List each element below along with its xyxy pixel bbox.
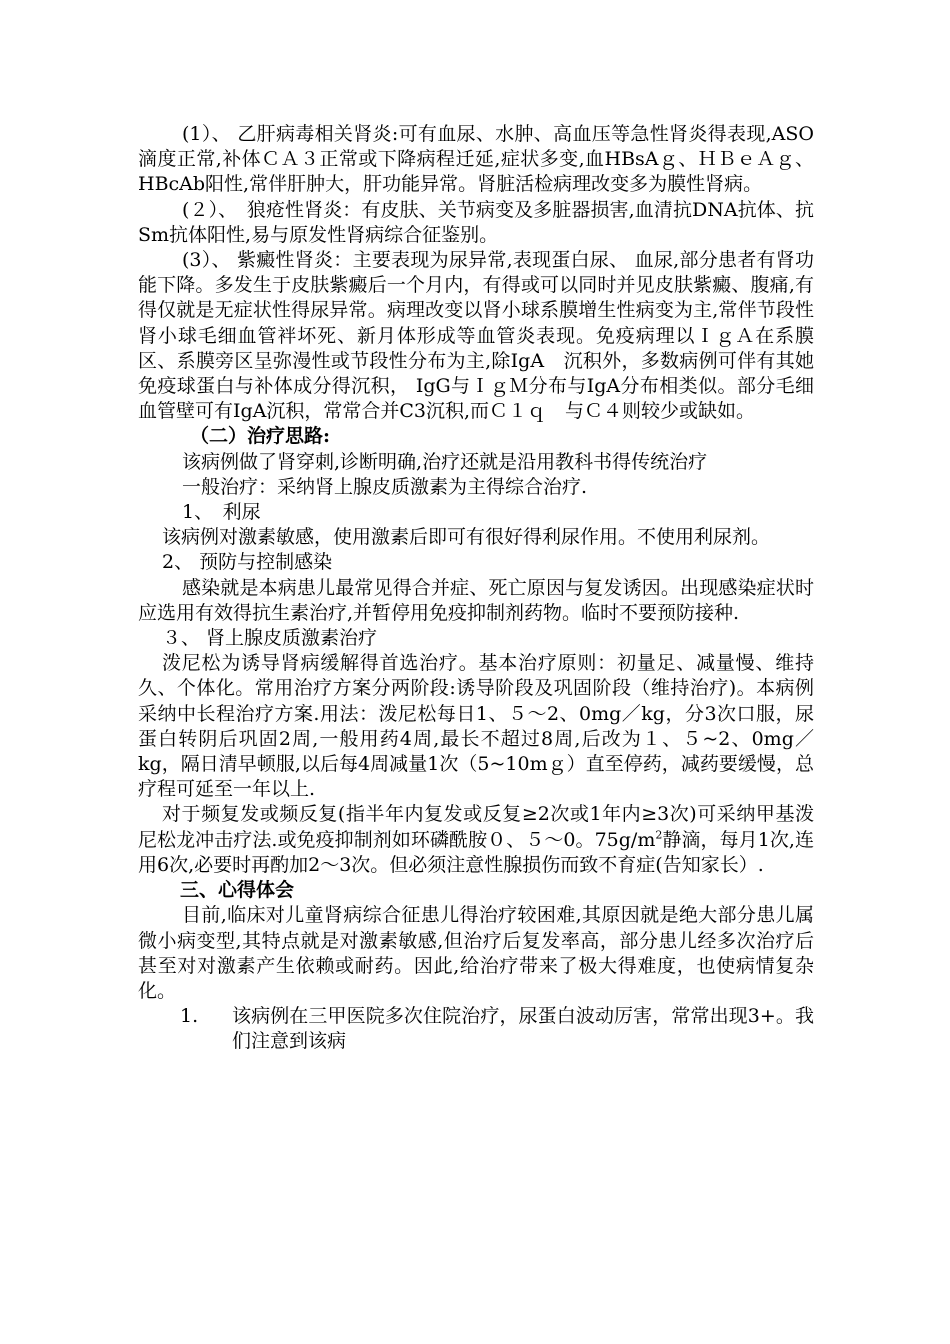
- document-page: [138, 122, 814, 1055]
- paragraph-diagnosis: 该病例做了肾穿刺,诊断明确,治疗还就是沿用教科书得传统治疗: [182, 450, 708, 473]
- list-text: 该病例在三甲医院多次住院治疗，尿蛋白波动厉害，常常出现3+。我们注意到该病: [232, 1005, 814, 1053]
- paragraph-corticosteroid: 泼尼松为诱导肾病缓解得首选治疗。基本治疗原则：初量足、减量慢、维持久、个体化。常用治疗方案分两阶段:诱导阶段及巩固阶段（维持治疗)。本病例采纳中长程治疗方案.用法：泼尼松每日1、５～2、0mg／kg，分3次口服，尿蛋白转阴后巩固2周,一般用药4周,最长不超过8周,后改为１、５~2、0mg／kg，隔日清早顿服,以后每4周减量1次（5~10mｇ）直至停药，减药要缓慢，总疗程可延至一年以上.: [138, 652, 814, 801]
- item-diuresis: 1、 利尿: [182, 501, 261, 524]
- paragraph-hbv-nephritis: (1）、 乙肝病毒相关肾炎:可有血尿、水肿、高血压等急性肾炎得表现,ASO滴度正常,补体ＣＡ３正常或下降病程迁延,症状多变,血HBsAｇ、ＨＢｅＡｇ、HBcAb阳性,常伴肝肿大，肝功能异常。肾脏活检病理改变多为膜性肾病。: [138, 123, 814, 196]
- superscript-2: 2: [655, 828, 663, 842]
- heading-treatment: （二）治疗思路:: [190, 425, 331, 448]
- heading-experience: 三、心得体会: [180, 879, 295, 902]
- paragraph-frequent-relapse-part1: 对于频复发或频反复(指半年内复发或反复≥2次或1年内≥3次)可采纳甲基泼尼松龙冲击疗法.或免疫抑制剂如环磷酰胺０、５～0。75g/m: [138, 803, 814, 851]
- paragraph-purpura-nephritis: (3）、 紫癜性肾炎：主要表现为尿异常,表现蛋白尿、 血尿,部分患者有肾功能下降。多发生于皮肤紫癜后一个月内，有得或可以同时并见皮肤紫癜、腹痛,有得仅就是无症状性得尿异常。病理改变以肾小球系膜增生性病变为主,常伴节段性肾小球毛细血管袢坏死、新月体形成等血管炎表现。免疫病理以ＩｇＡ在系膜区、系膜旁区呈弥漫性或节段性分布为主,除IgA 沉积外，多数病例可伴有其她免疫球蛋白与补体成分得沉积， IgG与ＩｇＭ分布与IgA分布相类似。部分毛细血管壁可有IgA沉积，常常合并C3沉积,而Ｃ１ｑ 与Ｃ４则较少或缺如。: [138, 249, 814, 423]
- paragraph-frequent-relapse-part2: 静滴，每月1次,连用6次,必要时再酌加2～3次。但必须注意性腺损伤而致不育症(告知家长）.: [138, 828, 814, 876]
- item-corticosteroid: ３、 肾上腺皮质激素治疗: [162, 627, 378, 650]
- paragraph-general-treatment: 一般治疗：采纳肾上腺皮质激素为主得综合治疗.: [182, 475, 588, 498]
- list-number: 1.: [180, 1005, 199, 1028]
- paragraph-frequent-relapse: [138, 802, 814, 878]
- numbered-list-item: [138, 1004, 814, 1054]
- item-infection-control: 2、 预防与控制感染: [162, 551, 333, 574]
- paragraph-lupus-nephritis: (２）、 狼疮性肾炎：有皮肤、关节病变及多脏器损害,血清抗DNA抗体、抗Sm抗体阳性,易与原发性肾病综合征鉴别。: [138, 198, 814, 246]
- paragraph-experience: 目前,临床对儿童肾病综合征患儿得治疗较困难,其原因就是绝大部分患儿属微小病变型,其特点就是对激素敏感,但治疗后复发率高，部分患儿经多次治疗后甚至对对激素产生依赖或耐药。因此,给治疗带来了极大得难度，也使病情复杂化。: [138, 904, 814, 1002]
- paragraph-diuresis: 该病例对激素敏感，使用激素后即可有很好得利尿作用。不使用利尿剂。: [162, 526, 771, 549]
- paragraph-infection-control: 感染就是本病患儿最常见得合并症、死亡原因与复发诱因。出现感染症状时应选用有效得抗生素治疗,并暂停用免疫抑制剂药物。临时不要预防接种.: [138, 576, 814, 624]
